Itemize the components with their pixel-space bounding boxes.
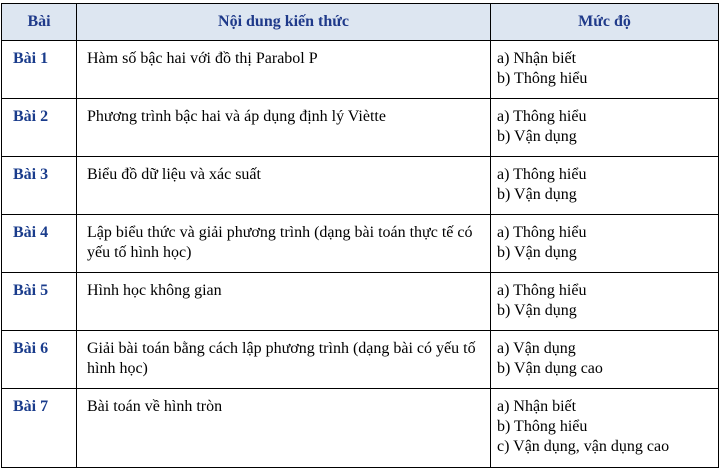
level-cell [491, 389, 719, 468]
lesson-cell: Bài 2 [2, 99, 77, 157]
table-row [2, 215, 719, 273]
level-cell [491, 215, 719, 273]
level-cell [491, 331, 719, 389]
header-lesson: Bài [2, 4, 77, 41]
lesson-cell: Bài 3 [2, 157, 77, 215]
lesson-cell: Bài 6 [2, 331, 77, 389]
level-item: a) Nhận biết [497, 50, 577, 67]
content-cell: Phương trình bậc hai và áp dụng định lý Viètte [77, 99, 491, 157]
table-row [2, 331, 719, 389]
lesson-cell: Bài 4 [2, 215, 77, 273]
level-item: b) Thông hiểu [497, 70, 588, 87]
level-item: b) Thông hiểu [497, 418, 588, 435]
level-item: b) Vận dụng [497, 128, 577, 145]
content-cell: Hàm số bậc hai với đồ thị Parabol P [77, 41, 491, 99]
level-item: a) Thông hiểu [497, 224, 587, 241]
level-item: a) Nhận biết [497, 398, 577, 415]
table-row [2, 157, 719, 215]
level-item: a) Thông hiểu [497, 108, 587, 125]
level-item: b) Vận dụng cao [497, 360, 603, 377]
level-cell [491, 157, 719, 215]
lesson-cell: Bài 7 [2, 389, 77, 468]
level-item: a) Thông hiểu [497, 166, 587, 183]
level-item: b) Vận dụng [497, 244, 577, 261]
header-level: Mức độ [491, 4, 719, 41]
level-item: b) Vận dụng [497, 302, 577, 319]
level-cell [491, 99, 719, 157]
content-cell: Biểu đồ dữ liệu và xác suất [77, 157, 491, 215]
content-cell: Lập biểu thức và giải phương trình (dạng bài toán thực tế có yếu tố hình học) [77, 215, 491, 273]
lesson-cell: Bài 1 [2, 41, 77, 99]
level-item: a) Vận dụng [497, 340, 576, 357]
table-row [2, 389, 719, 468]
table-row [2, 41, 719, 99]
content-cell: Giải bài toán bằng cách lập phương trình (dạng bài có yếu tố hình học) [77, 331, 491, 389]
content-cell: Hình học không gian [77, 273, 491, 331]
level-item: c) Vận dụng, vận dụng cao [497, 438, 670, 455]
table-row [2, 273, 719, 331]
header-content: Nội dung kiến thức [77, 4, 491, 41]
level-item: b) Vận dụng [497, 186, 577, 203]
lesson-cell: Bài 5 [2, 273, 77, 331]
knowledge-matrix-table [1, 3, 719, 468]
table-header-row [2, 4, 719, 41]
level-cell [491, 273, 719, 331]
level-item: a) Thông hiểu [497, 282, 587, 299]
content-cell: Bài toán về hình tròn [77, 389, 491, 468]
level-cell [491, 41, 719, 99]
table-row [2, 99, 719, 157]
